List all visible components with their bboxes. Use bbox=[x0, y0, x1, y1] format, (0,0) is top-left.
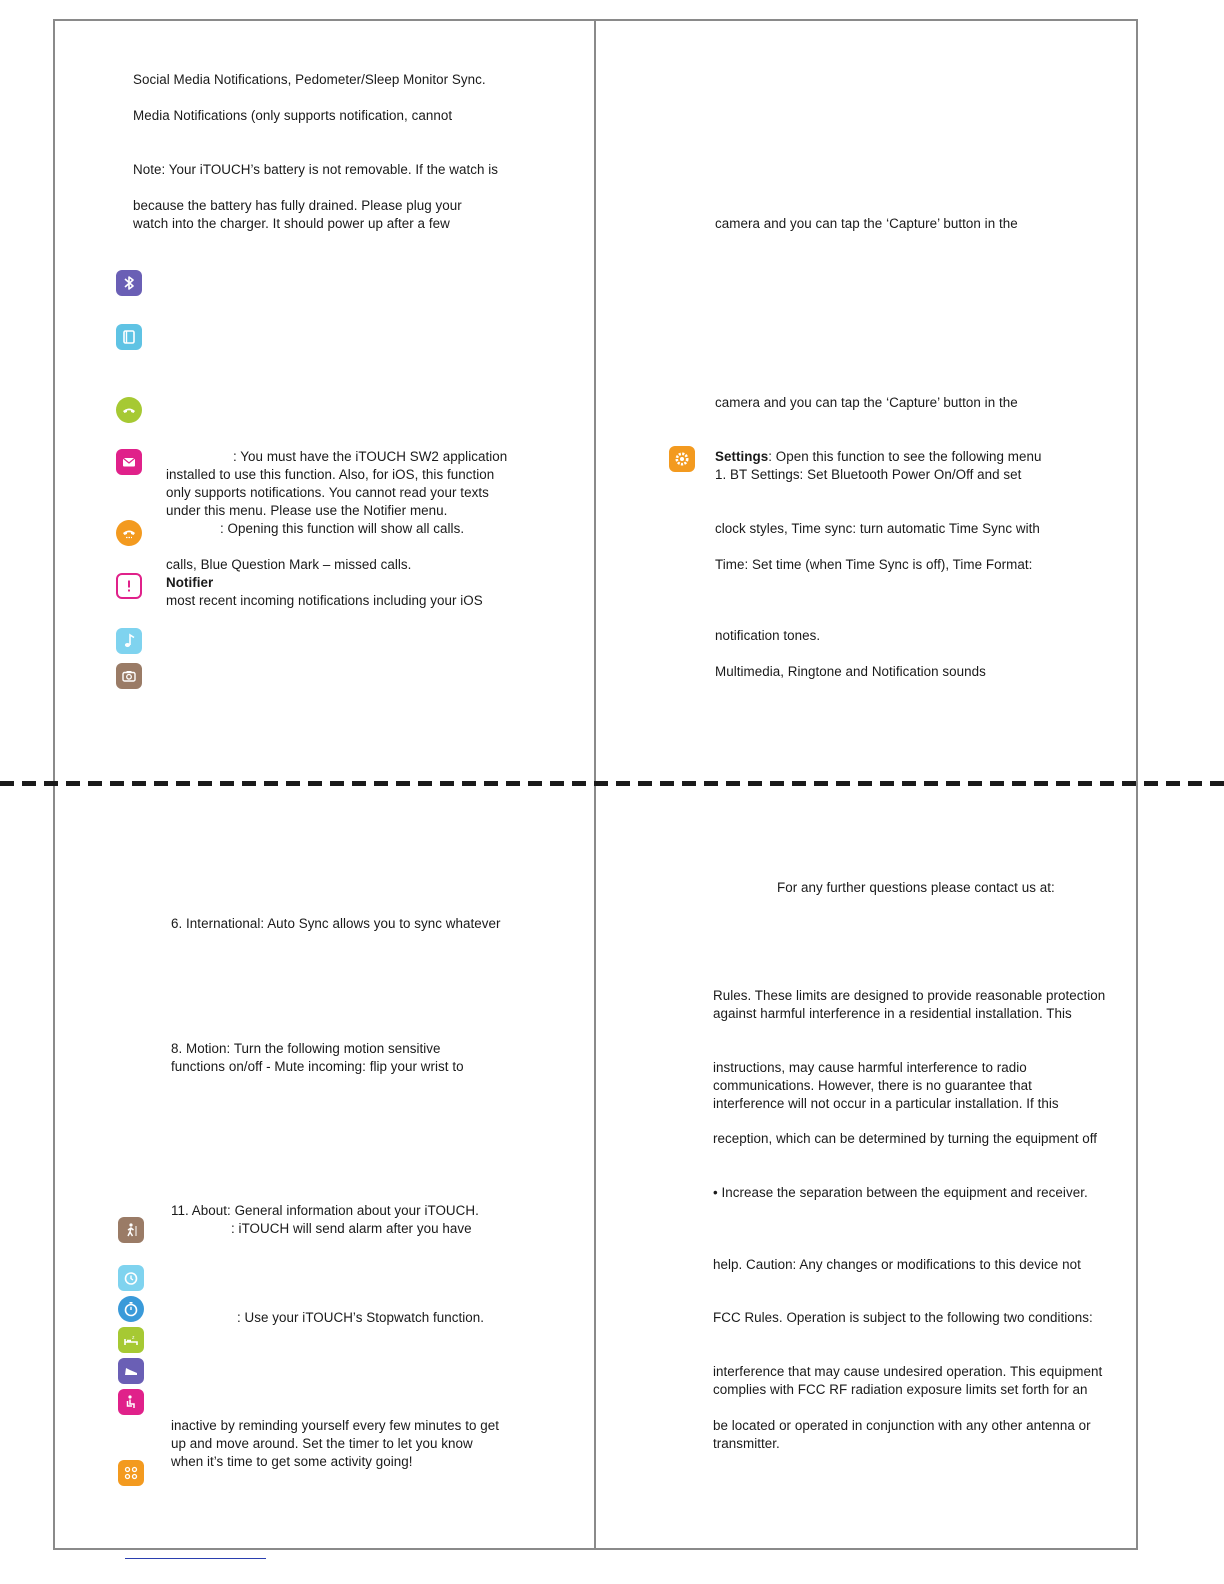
fold-line bbox=[0, 781, 1224, 786]
text-line: Social Media Notifications, Pedometer/Sleep Monitor Sync. bbox=[133, 72, 486, 87]
messages-text: : You must have the iTOUCH SW2 application bbox=[233, 449, 508, 464]
text-line: watch into the charger. It should power up after a few bbox=[133, 216, 450, 231]
message-icon bbox=[116, 449, 142, 475]
contact-text: For any further questions please contact us at: bbox=[777, 880, 1055, 895]
shoe-icon bbox=[118, 1358, 144, 1384]
international-text: 6. International: Auto Sync allows you to sync whatever bbox=[171, 916, 501, 931]
fcc-text: • Increase the separation between the equipment and receiver. bbox=[713, 1185, 1088, 1200]
calls-text: : Opening this function will show all calls. bbox=[220, 521, 465, 536]
fcc-text: help. Caution: Any changes or modifications to this device not bbox=[713, 1257, 1081, 1272]
fcc-text: complies with FCC RF radiation exposure limits set forth for an bbox=[713, 1382, 1088, 1397]
settings-line bbox=[715, 448, 1042, 466]
time-text: Time: Set time (when Time Sync is off), Time Format: bbox=[715, 557, 1033, 572]
multimedia-text: Multimedia, Ringtone and Notification sounds bbox=[715, 664, 986, 679]
settings-text: : Open this function to see the following menu bbox=[768, 449, 1042, 464]
fcc-text: interference that may cause undesired operation. This equipment bbox=[713, 1364, 1103, 1379]
stopwatch-icon bbox=[118, 1296, 144, 1322]
bluetooth-icon bbox=[116, 270, 142, 296]
link-underline[interactable] bbox=[125, 1558, 266, 1559]
messages-text: under this menu. Please use the Notifier menu. bbox=[166, 503, 448, 518]
sedentary-text: : iTOUCH will send alarm after you have bbox=[231, 1221, 472, 1236]
fcc-text: transmitter. bbox=[713, 1436, 780, 1451]
apps-icon bbox=[118, 1460, 144, 1486]
settings-label: Settings bbox=[715, 449, 769, 464]
stopwatch-text: : Use your iTOUCH’s Stopwatch function. bbox=[237, 1310, 485, 1325]
messages-text: only supports notifications. You cannot read your texts bbox=[166, 485, 489, 500]
camera-icon bbox=[116, 663, 142, 689]
settings-icon bbox=[669, 446, 695, 472]
capture-text: camera and you can tap the ‘Capture’ button in the bbox=[715, 216, 1018, 231]
walk-icon bbox=[118, 1217, 144, 1243]
svg-text:z: z bbox=[132, 1335, 135, 1341]
fcc-text: FCC Rules. Operation is subject to the following two conditions: bbox=[713, 1310, 1093, 1325]
inactive-text: up and move around. Set the timer to let you know bbox=[171, 1436, 473, 1451]
call-log-icon bbox=[116, 520, 142, 546]
bt-settings-text: 1. BT Settings: Set Bluetooth Power On/Off and set bbox=[715, 467, 1022, 482]
inactive-text: inactive by reminding yourself every few minutes to get bbox=[171, 1418, 499, 1433]
fcc-text: instructions, may cause harmful interference to radio bbox=[713, 1060, 1027, 1075]
fcc-text: communications. However, there is no guarantee that bbox=[713, 1078, 1032, 1093]
notifier-label: Notifier bbox=[166, 575, 214, 590]
motion-text: functions on/off - Mute incoming: flip your wrist to bbox=[171, 1059, 464, 1074]
messages-text: installed to use this function. Also, for iOS, this function bbox=[166, 467, 495, 482]
about-text: 11. About: General information about your iTOUCH. bbox=[171, 1203, 479, 1218]
clock-styles-text: clock styles, Time sync: turn automatic Time Sync with bbox=[715, 521, 1040, 536]
music-icon bbox=[116, 628, 142, 654]
fcc-text: be located or operated in conjunction with any other antenna or bbox=[713, 1418, 1091, 1433]
text-line: because the battery has fully drained. Please plug your bbox=[133, 198, 462, 213]
alarm-icon bbox=[118, 1265, 144, 1291]
notifier-icon bbox=[116, 573, 142, 599]
fcc-text: interference will not occur in a particular installation. If this bbox=[713, 1096, 1059, 1111]
sleep-icon bbox=[118, 1327, 144, 1353]
calls-text: calls, Blue Question Mark – missed calls. bbox=[166, 557, 412, 572]
fcc-text: reception, which can be determined by turning the equipment off bbox=[713, 1131, 1098, 1146]
capture-text: camera and you can tap the ‘Capture’ button in the bbox=[715, 395, 1018, 410]
notifier-text: most recent incoming notifications including your iOS bbox=[166, 593, 483, 608]
text-line: Note: Your iTOUCH’s battery is not removable. If the watch is bbox=[133, 162, 499, 177]
motion-text: 8. Motion: Turn the following motion sensitive bbox=[171, 1041, 441, 1056]
notebook-icon bbox=[116, 324, 142, 350]
notification-tones-text: notification tones. bbox=[715, 628, 821, 643]
fcc-text: Rules. These limits are designed to provide reasonable protection bbox=[713, 988, 1106, 1003]
fcc-text: against harmful interference in a residential installation. This bbox=[713, 1006, 1072, 1021]
sedentary-icon bbox=[118, 1389, 144, 1415]
phone-icon bbox=[116, 397, 142, 423]
inactive-text: when it’s time to get some activity going! bbox=[171, 1454, 413, 1469]
text-line: Media Notifications (only supports notification, cannot bbox=[133, 108, 453, 123]
